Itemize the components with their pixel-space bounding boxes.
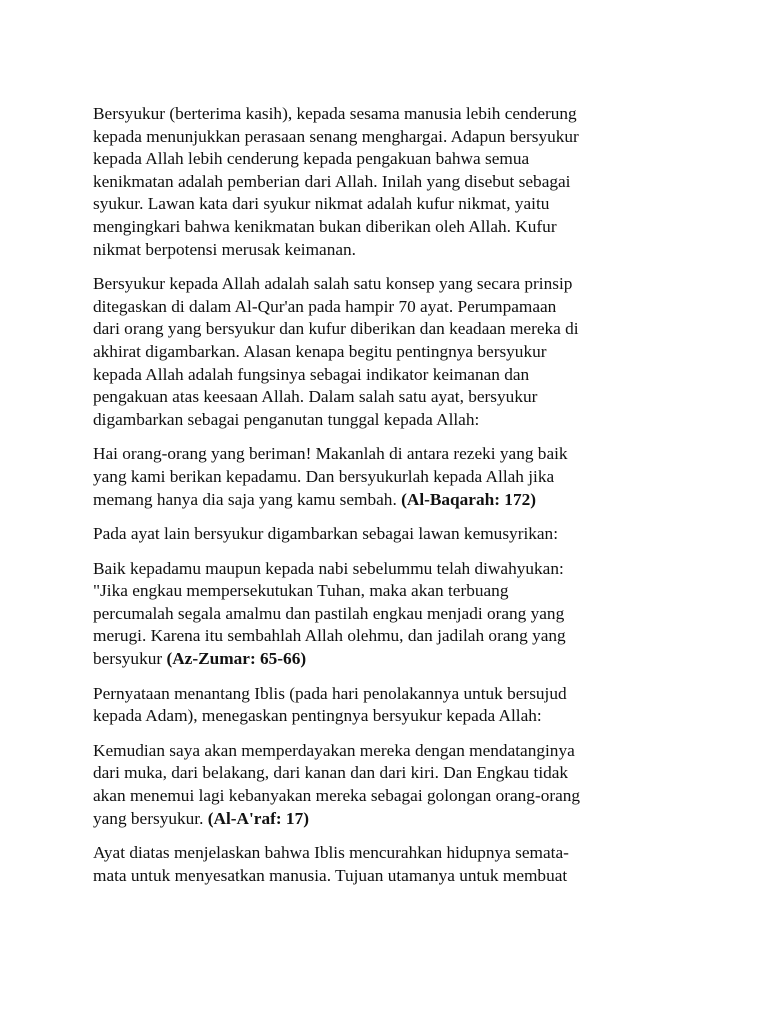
text-line: dari muka, dari belakang, dari kanan dan dari kiri. Dan Engkau tidak	[93, 763, 569, 783]
text-line: Bersyukur (berterima kasih), kepada sesama manusia lebih cenderung	[93, 104, 577, 123]
text-line: kepada menunjukkan perasaan senang menghargai. Adapun bersyukur	[93, 126, 579, 146]
text-line: kepada Allah adalah fungsinya sebagai indikator keimanan dan	[93, 364, 530, 384]
verse-reference: (Al-A'raf: 17)	[207, 808, 309, 828]
text-line: Pernyataan menantang Iblis (pada hari penolakannya untuk bersujud	[93, 683, 567, 703]
text-line: mata untuk menyesatkan manusia. Tujuan utamanya untuk membuat	[93, 865, 568, 885]
text-line: Kemudian saya akan memperdayakan mereka dengan mendatanginya	[93, 740, 575, 760]
text-line-content: memang hanya dia saja yang kamu sembah.	[93, 489, 397, 509]
paragraph-2	[93, 273, 683, 431]
text-line: Baik kepadamu maupun kepada nabi sebelummu telah diwahyukan:	[93, 558, 564, 578]
text-line: yang kami berikan kepadamu. Dan bersyukurlah kepada Allah jika	[93, 466, 555, 486]
text-line: Ayat diatas menjelaskan bahwa Iblis mencurahkan hidupnya semata-	[93, 843, 569, 863]
paragraph-verse-al-baqarah	[93, 443, 683, 511]
text-line: kepada Allah lebih cenderung kepada pengakuan bahwa semua	[93, 149, 530, 169]
text-line: ditegaskan di dalam Al-Qur'an pada hampir 70 ayat. Perumpamaan	[93, 296, 557, 316]
text-line: merugi. Karena itu sembahlah Allah olehmu, dan jadilah orang yang	[93, 626, 566, 646]
text-line: Bersyukur kepada Allah adalah salah satu konsep yang secara prinsip	[93, 274, 573, 294]
paragraph-4	[93, 523, 683, 546]
text-line: digambarkan sebagai penganutan tunggal kepada Allah:	[93, 409, 480, 429]
document-page	[93, 103, 683, 899]
text-line: dari orang yang bersyukur dan kufur diberikan dan keadaan mereka di	[93, 319, 579, 339]
text-line: nikmat berpotensi merusak keimanan.	[93, 239, 356, 259]
paragraph-1	[93, 103, 683, 261]
text-line	[93, 808, 683, 831]
text-line: kepada Adam), menegaskan pentingnya bersyukur kepada Allah:	[93, 706, 542, 726]
text-line: percumalah segala amalmu dan pastilah engkau menjadi orang yang	[93, 603, 565, 623]
text-line: Pada ayat lain bersyukur digambarkan sebagai lawan kemusyrikan:	[93, 524, 558, 544]
text-line: "Jika engkau mempersekutukan Tuhan, maka akan terbuang	[93, 581, 509, 601]
paragraph-6	[93, 683, 683, 728]
text-line: Hai orang-orang yang beriman! Makanlah di antara rezeki yang baik	[93, 444, 568, 464]
text-line: syukur. Lawan kata dari syukur nikmat adalah kufur nikmat, yaitu	[93, 194, 550, 214]
text-line-content: yang bersyukur.	[93, 808, 204, 828]
paragraph-verse-al-araf	[93, 740, 683, 830]
text-line-content: bersyukur	[93, 649, 163, 669]
paragraph-verse-az-zumar	[93, 558, 683, 671]
text-line: kenikmatan adalah pemberian dari Allah. Inilah yang disebut sebagai	[93, 171, 571, 191]
text-line	[93, 489, 683, 512]
text-line: akan menemui lagi kebanyakan mereka sebagai golongan orang-orang	[93, 786, 581, 806]
text-line: pengakuan atas keesaan Allah. Dalam salah satu ayat, bersyukur	[93, 387, 538, 407]
text-line: mengingkari bahwa kenikmatan bukan diberikan oleh Allah. Kufur	[93, 216, 557, 236]
paragraph-8	[93, 842, 683, 887]
text-line: akhirat digambarkan. Alasan kenapa begitu pentingnya bersyukur	[93, 341, 547, 361]
verse-reference: (Al-Baqarah: 172)	[401, 489, 536, 509]
verse-reference: (Az-Zumar: 65-66)	[166, 649, 307, 669]
text-line	[93, 648, 683, 671]
